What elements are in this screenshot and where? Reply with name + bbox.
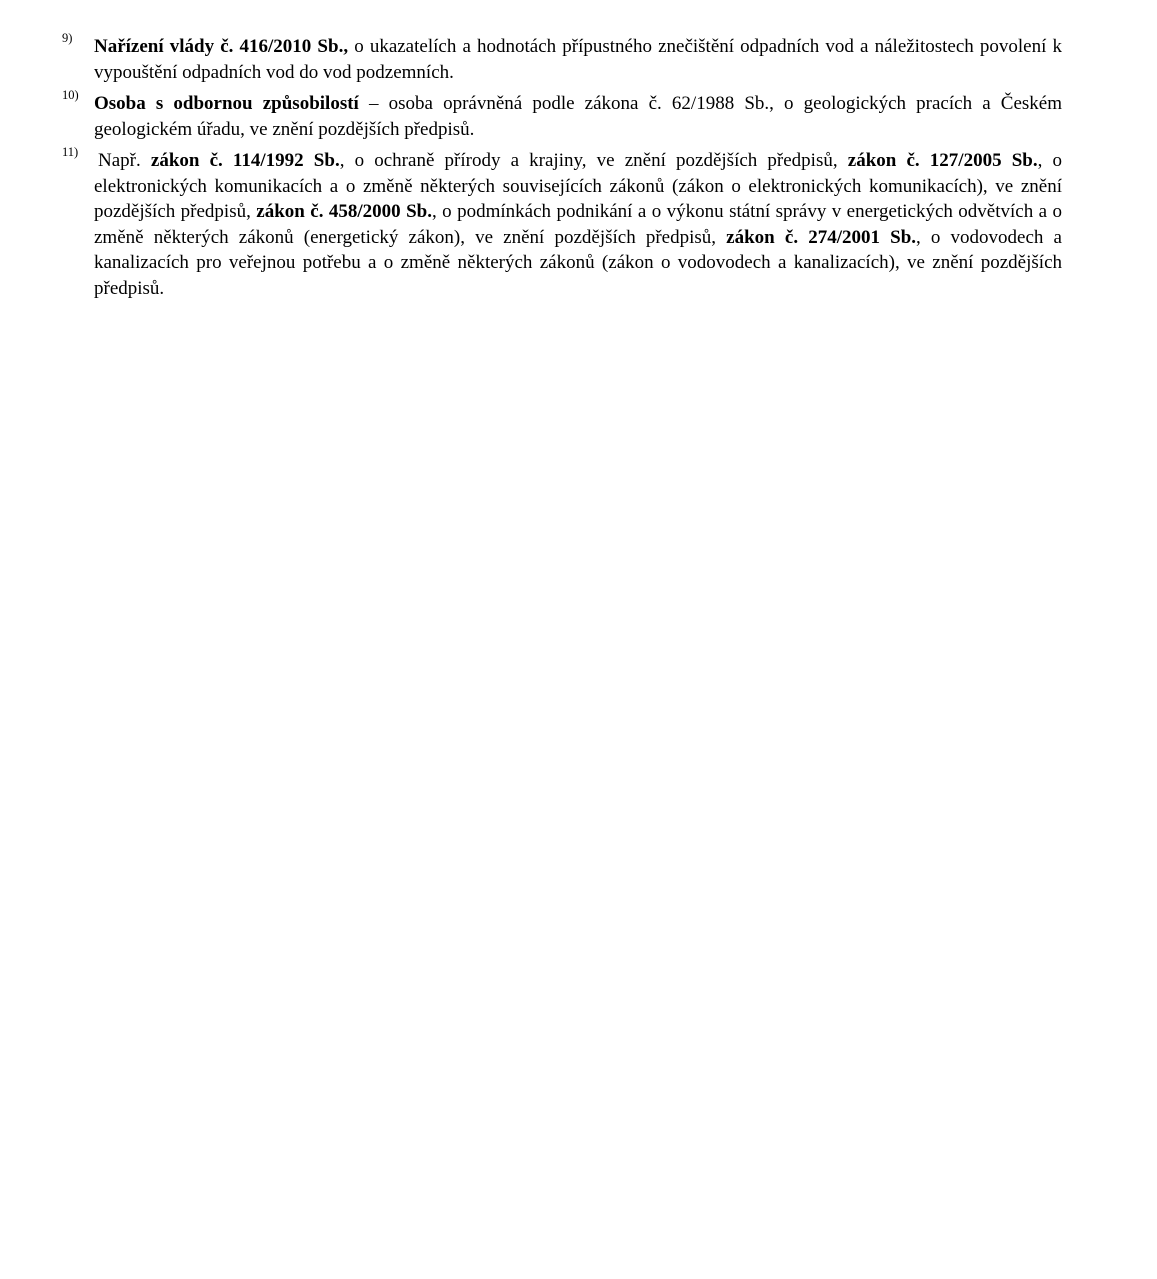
footnote-text [94, 148, 1062, 301]
footnote-9 [62, 31, 1063, 85]
footnote-marker: 11) [62, 145, 79, 159]
footnote-body: o ukazatelích a hodnotách přípustného znečištění odpadních vod a náležitostech povolení k vypouštění odpadních vod do vod podzemních. [94, 36, 1063, 83]
footnote-body: , o vodovodech a kanalizacích pro veřejnou potřebu a o změně některých zákonů (zákon o vodovodech a kanalizacích), ve znění pozdějších předpisů. [94, 226, 1062, 299]
footnote-body: Např. [98, 150, 151, 171]
defined-term: Osoba s odbornou způsobilostí [94, 93, 359, 114]
legal-reference: Nařízení vlády č. 416/2010 Sb., [94, 36, 349, 57]
footnote-body: , o podmínkách podnikání a o výkonu státní správy v energetických odvětvích a o změně některých zákonů (energetický zákon), ve znění pozdějších předpisů, [94, 201, 1063, 248]
footnote-11 [62, 145, 1063, 301]
footnote-body: – osoba oprávněná podle zákona č. 62/1988 Sb., o geologických pracích a Českém geologickém úřadu, ve znění pozdějších předpisů. [94, 93, 1062, 140]
footnote-text [94, 34, 1062, 85]
legal-reference: zákon č. 114/1992 Sb. [150, 150, 340, 171]
legal-reference: zákon č. 458/2000 Sb. [256, 201, 432, 222]
footnote-marker: 9) [62, 31, 73, 45]
footnote-body: , o elektronických komunikacích a o změně některých souvisejících zákonů (zákon o elektronických komunikacích), ve znění pozdějších předpisů, [94, 150, 1063, 222]
footnote-body: , o ochraně přírody a krajiny, ve znění pozdějších předpisů, [339, 150, 848, 171]
footnote-10 [62, 88, 1062, 142]
legal-reference: zákon č. 127/2005 Sb. [847, 150, 1038, 171]
footnote-marker: 10) [62, 88, 79, 102]
footnote-text [94, 91, 1062, 142]
footnotes-section [62, 31, 1063, 307]
legal-reference: zákon č. 274/2001 Sb. [726, 226, 917, 248]
